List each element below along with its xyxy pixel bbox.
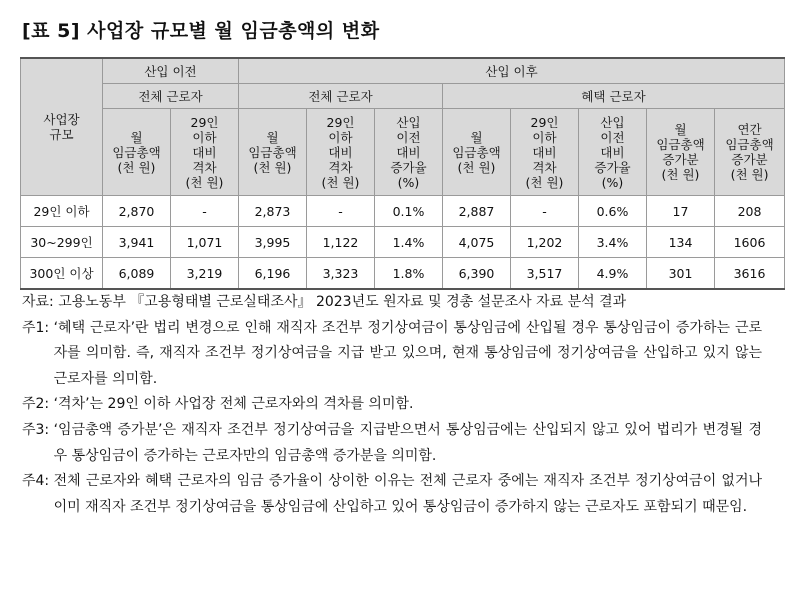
table-row — [21, 227, 785, 258]
column-header: 산입 이전 대비 증가율 (%) — [579, 109, 647, 196]
table-cell: 3,517 — [511, 258, 579, 290]
footnote-2 — [22, 392, 762, 418]
table-cell: - — [307, 196, 375, 227]
table-cell: 208 — [715, 196, 785, 227]
footnote-1 — [22, 316, 762, 393]
source-text: 고용노동부 『고용형태별 근로실태조사』 2023년도 원자료 및 경총 설문조사 자료 분석 결과 — [58, 294, 627, 310]
subgroup-benefit: 혜택 근로자 — [443, 84, 785, 109]
footnote-label: 주4: — [22, 473, 54, 490]
wage-table — [20, 57, 785, 290]
table-cell: 4.9% — [579, 258, 647, 290]
column-header: 29인 이하 대비 격차 (천 원) — [171, 109, 239, 196]
table-cell: 3,995 — [239, 227, 307, 258]
footnote-3 — [22, 418, 762, 469]
row-header: 사업장 규모 — [21, 58, 103, 196]
footnote-text: 전체 근로자와 혜택 근로자의 임금 증가율이 상이한 이유는 전체 근로자 중에는 재직자 조건부 정기상여금이 없거나 이미 재직자 조건부 정기상여금을 통상임금에 산입하고 있어 통상임금이 증가하지 않는 근로자도 포함되기 때문임. — [53, 473, 762, 515]
table-cell: 1.8% — [375, 258, 443, 290]
table-cell: 0.6% — [579, 196, 647, 227]
table-cell: 1,202 — [511, 227, 579, 258]
row-label: 30~299인 — [21, 227, 103, 258]
footnote-label: 주1: — [22, 319, 54, 336]
table-cell: 2,873 — [239, 196, 307, 227]
table-cell: 301 — [647, 258, 715, 290]
footnote-text: ‘격차’는 29인 이하 사업장 전체 근로자와의 격차를 의미함. — [53, 396, 414, 413]
table-cell: 3616 — [715, 258, 785, 290]
table-cell: 2,887 — [443, 196, 511, 227]
subgroup-all-before: 전체 근로자 — [103, 84, 239, 109]
column-header: 연간 임금총액 증가분 (천 원) — [715, 109, 785, 196]
table-cell: 17 — [647, 196, 715, 227]
footnote-text: ‘임금총액 증가분’은 재직자 조건부 정기상여금을 지급받으면서 통상임금에는 산입되지 않고 있어 법리가 변경될 경우 통상임금이 증가하는 근로자만의 임금총액 증가분을 의미함. — [53, 421, 762, 464]
notes-section — [22, 290, 762, 520]
source-label: 자료: — [22, 294, 59, 310]
table-cell: 3.4% — [579, 227, 647, 258]
table-cell: 3,941 — [103, 227, 171, 258]
footnote-label: 주3: — [22, 421, 54, 438]
footnote-4 — [22, 469, 762, 520]
table-cell: 2,870 — [103, 196, 171, 227]
subgroup-all-after: 전체 근로자 — [239, 84, 443, 109]
table-cell: 3,323 — [307, 258, 375, 290]
table-cell: 1606 — [715, 227, 785, 258]
row-label: 29인 이하 — [21, 196, 103, 227]
row-label: 300인 이상 — [21, 258, 103, 290]
table-cell: 134 — [647, 227, 715, 258]
table-cell: 0.1% — [375, 196, 443, 227]
table-cell: 1,071 — [171, 227, 239, 258]
table-cell: - — [171, 196, 239, 227]
column-header: 월 임금총액 (천 원) — [443, 109, 511, 196]
column-header: 월 임금총액 (천 원) — [239, 109, 307, 196]
column-header: 월 임금총액 (천 원) — [103, 109, 171, 196]
table-cell: 1,122 — [307, 227, 375, 258]
table-cell: 6,196 — [239, 258, 307, 290]
group-before: 산입 이전 — [103, 58, 239, 84]
table-row — [21, 196, 785, 227]
column-header: 월 임금총액 증가분 (천 원) — [647, 109, 715, 196]
column-header: 산입 이전 대비 증가율 (%) — [375, 109, 443, 196]
table-cell: 4,075 — [443, 227, 511, 258]
table-cell: 6,089 — [103, 258, 171, 290]
footnote-label: 주2: — [22, 396, 54, 413]
table-row — [21, 258, 785, 290]
table-cell: 6,390 — [443, 258, 511, 290]
column-header: 29인 이하 대비 격차 (천 원) — [307, 109, 375, 196]
table-title: [표 5] 사업장 규모별 월 임금총액의 변화 — [22, 20, 380, 42]
group-after: 산입 이후 — [239, 58, 785, 84]
column-header: 29인 이하 대비 격차 (천 원) — [511, 109, 579, 196]
table-cell: 1.4% — [375, 227, 443, 258]
table-cell: - — [511, 196, 579, 227]
footnote-text: ‘혜택 근로자’란 법리 변경으로 인해 재직자 조건부 정기상여금이 통상임금에 산입될 경우 통상임금이 증가하는 근로자를 의미함. 즉, 재직자 조건부 정기상여금을 지급 받고 있으며, 현재 통상임금에 정기상여금을 산입하고 있지 않는 근로자를 의미함. — [53, 319, 762, 387]
table-cell: 3,219 — [171, 258, 239, 290]
source-note — [22, 290, 762, 316]
